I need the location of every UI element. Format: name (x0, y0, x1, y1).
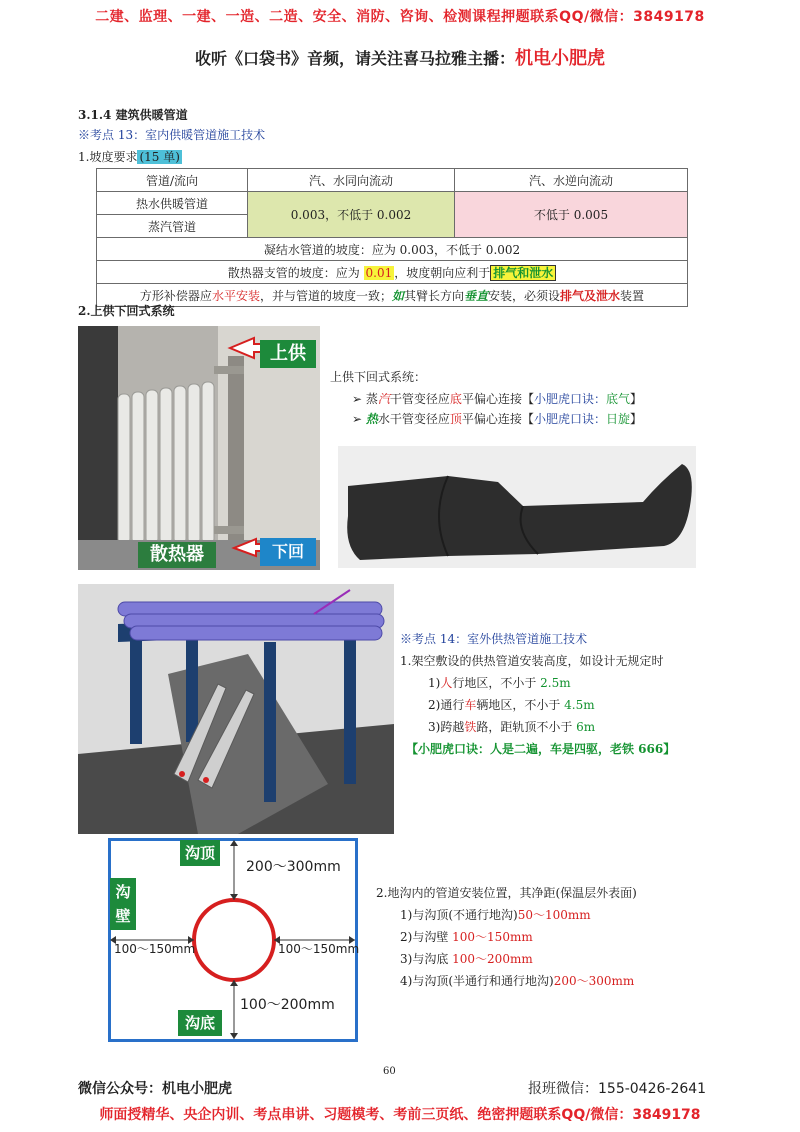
upfeed-bullet-hotwater (352, 410, 642, 427)
r1-value: 50～100mm (517, 908, 591, 922)
bullet-arrow-icon: ➢ (352, 392, 366, 406)
s1-a: 1) (428, 676, 441, 690)
r3-a: 3)与沟底 (400, 952, 453, 966)
upfeed-bullet-steam (352, 390, 642, 407)
b2-g: 】 (629, 412, 642, 426)
b1-c: 干管变径应 (389, 392, 450, 406)
col-header-pipe: 管道/流向 (97, 169, 248, 192)
label-trench-top: 沟顶 (180, 840, 220, 866)
radiator-photo (78, 326, 320, 570)
trench-dist-top-walkable (400, 972, 634, 989)
r2-value: 100～150mm (452, 930, 533, 944)
label-trench-bottom: 沟底 (178, 1010, 222, 1036)
s3-rail: 铁 (464, 720, 477, 734)
bottom-banner: 师面授精华、央企内训、考点串讲、习题模考、考前三页纸、绝密押题联系QQ/微信：3849178 (99, 1107, 701, 1123)
label-down-return: 下回 (260, 538, 316, 566)
s2-value: 4.5m (564, 698, 595, 712)
subtitle-brand: 机电小肥虎 (515, 48, 605, 69)
cell-same-value: 0.003，不低于 0.002 (248, 192, 455, 238)
upfeed-intro: 上供下回式系统： (330, 370, 427, 384)
height-mnemonic: 【小肥虎口诀：人是二遍，车是四驱，老铁 666】 (406, 742, 676, 756)
r4-value: 200～300mm (553, 974, 635, 988)
b1-h: 】 (629, 392, 642, 406)
cell-reverse-value: 不低于 0.005 (455, 192, 688, 238)
b2-d: 平偏心连接【 (461, 412, 534, 426)
row-condensate: 凝结水管道的坡度：应为 0.003，不低于 0.002 (97, 238, 688, 261)
b1-bottom: 底 (449, 392, 462, 406)
row-hot-water: 热水供暖管道 (97, 192, 248, 215)
overhead-height-heading: 1.架空敷设的供热管道安装高度，如设计无规定时 (400, 654, 664, 668)
label-trench-wall: 沟壁 (110, 878, 136, 930)
slope-table (96, 168, 688, 307)
subtitle (0, 44, 800, 70)
comp-horizontal: 水平安装 (211, 288, 260, 303)
s3-a: 3)跨越 (428, 720, 465, 734)
footer-wechat-account: 微信公众号：机电小肥虎 (78, 1081, 232, 1097)
comp-text-f: 装置 (620, 288, 645, 303)
row-compensator (97, 284, 688, 307)
col-header-reverse: 汽、水逆向流动 (455, 169, 688, 192)
height-vehicle (428, 696, 595, 713)
dim-right: 100～150mm (278, 942, 360, 956)
r1-a: 1)与沟顶(不通行地沟) (400, 908, 518, 922)
r4-a: 4)与沟顶(半通行和通行地沟) (400, 974, 554, 988)
overhead-pipe-rack-image (78, 584, 394, 834)
s2-c: 辆地区，不小于 (476, 698, 565, 712)
comp-text-c: 其臂长方向 (403, 288, 464, 303)
b1-mnemonic-label: 小肥虎口诀： (533, 392, 606, 406)
s2-car: 车 (464, 698, 477, 712)
trench-dist-top (400, 906, 591, 923)
slope-heading-tag: (15 单) (139, 150, 180, 164)
eccentric-reducer-illustration (338, 446, 696, 568)
b2-top: 顶 (449, 412, 462, 426)
upfeed-heading: 2.上供下回式系统 (78, 304, 175, 318)
eccentric-reducer-image (338, 446, 696, 568)
slope-heading (78, 148, 182, 165)
r2-a: 2)与沟壁 (400, 930, 453, 944)
dim-left: 100～150mm (114, 942, 196, 956)
comp-text-d: 安装，必须设 (488, 288, 561, 303)
trench-distance-heading: 2.地沟内的管道安装位置，其净距(保温层外表面) (376, 886, 637, 900)
kaodian-13-title: ※考点 13：室内供暖管道施工技术 (78, 128, 266, 142)
trench-dist-bottom (400, 950, 533, 967)
b1-steam: 汽 (377, 392, 390, 406)
r3-value: 100～200mm (452, 952, 533, 966)
s1-c: 行地区，不小于 (452, 676, 541, 690)
b1-mnemonic: 底气 (605, 392, 630, 406)
b2-mnemonic: 日旋 (605, 412, 630, 426)
row-steam: 蒸汽管道 (97, 215, 248, 238)
page-number: 60 (383, 1066, 396, 1077)
s1-person: 人 (440, 676, 453, 690)
dim-top: 200～300mm (246, 859, 341, 875)
comp-text-a: 方形补偿器应 (139, 288, 212, 303)
comp-vent-drain: 排气及泄水 (560, 288, 621, 303)
height-railway (428, 718, 595, 735)
label-radiator: 散热器 (138, 542, 216, 568)
s1-value: 2.5m (540, 676, 571, 690)
b2-hot: 热 (365, 412, 378, 426)
height-pedestrian (428, 674, 571, 691)
b2-b: 水干管变径应 (377, 412, 450, 426)
radiator-text-a: 散热器支管的坡度：应为 (227, 265, 364, 280)
comp-text-b: ，并与管道的坡度一致； (259, 288, 392, 303)
comp-if: 如 (391, 288, 404, 303)
label-up-feed: 上供 (260, 340, 316, 368)
radiator-text-b: ，坡度朝向应利于 (394, 265, 491, 280)
top-banner: 二建、监理、一建、一造、二造、安全、消防、咨询、检测课程押题联系QQ/微信：3849178 (95, 9, 705, 25)
bullet-arrow-icon: ➢ (352, 412, 366, 426)
footer-enroll-contact: 报班微信：155-0426-2641 (528, 1081, 707, 1097)
b1-a: 蒸 (365, 392, 378, 406)
radiator-slope-value: 0.01 (365, 265, 393, 280)
s3-value: 6m (576, 720, 596, 734)
comp-vertical: 垂直 (464, 288, 489, 303)
subtitle-prefix: 收听《口袋书》音频，请关注喜马拉雅主播： (194, 49, 515, 68)
pipe-rack-illustration (78, 584, 394, 834)
dim-bottom: 100～200mm (240, 997, 335, 1013)
row-radiator-branch (97, 261, 688, 284)
section-title: 3.1.4 建筑供暖管道 (78, 108, 188, 122)
kaodian-14-title: ※考点 14：室外供热管道施工技术 (400, 632, 588, 646)
col-header-same: 汽、水同向流动 (248, 169, 455, 192)
s2-a: 2)通行 (428, 698, 465, 712)
radiator-highlight: 排气和泄水 (490, 265, 556, 281)
s3-c: 路，距轨顶不小于 (476, 720, 577, 734)
b2-mnemonic-label: 小肥虎口诀： (533, 412, 606, 426)
b1-e: 平偏心连接【 (461, 392, 534, 406)
slope-heading-text: 1.坡度要求 (78, 150, 138, 164)
trench-dist-wall (400, 928, 533, 945)
